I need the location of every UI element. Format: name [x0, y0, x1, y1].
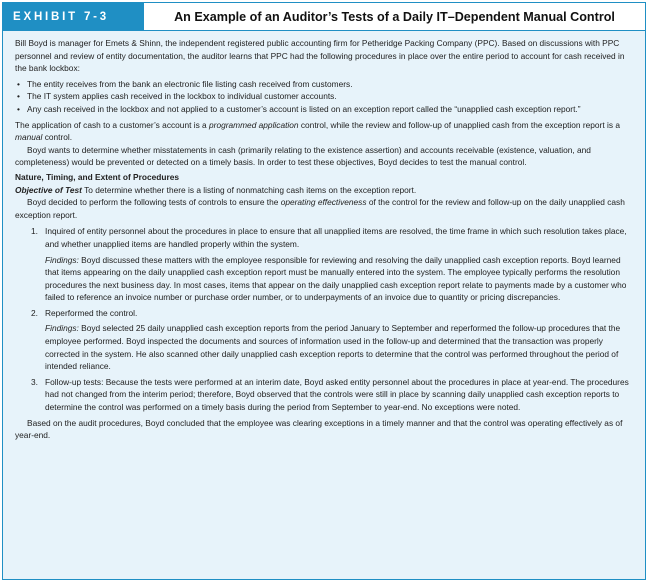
- objective-line: [15, 184, 633, 197]
- procedure-text: Follow-up tests: Because the tests were performed at an interim date, Boyd asked entity personnel about the procedures in place at year-end. The procedures had not changed from the interim period; therefore, Boyd observed that the controls were still in place by scanning daily unapplied cash exception reports to determine the control was performed on a timely basis during the period from September to year-end. No exceptions were noted.: [45, 376, 629, 413]
- conclusion-paragraph: Based on the audit procedures, Boyd concluded that the employee was clearing exceptions in a timely manner and that the control was operating effectively as of year-end.: [15, 417, 623, 441]
- tests-intro-text: Boyd decided to perform the following tests of controls to ensure the: [27, 197, 281, 208]
- exhibit-content: [3, 31, 645, 442]
- control-type-paragraph: [15, 119, 633, 144]
- procedure-item: [15, 307, 633, 373]
- tests-intro-emphasis: operating effectiveness: [280, 197, 367, 208]
- procedure-text: Inquired of entity personnel about the procedures in place to ensure that all unapplied items are resolved, the time frame in which such resolution takes place, and whether unapplied items are handled properly within the system.: [45, 226, 627, 249]
- procedure-item: [15, 225, 633, 304]
- findings-label: Findings:: [45, 254, 79, 265]
- test-objective-paragraph: Boyd wants to determine whether misstatements in cash (primarily relating to the existence assertion) and accounts receivable (existence, valuation, and completeness) would be prevented or detected on a timely basis. In order to test these objectives, Boyd decides to test the manual control.: [15, 144, 591, 168]
- intro-paragraph: Bill Boyd is manager for Emets & Shinn, the independent registered public accounting firm for Petheridge Packing Company (PPC). Based on discussions with PPC personnel and review of entity documentation, the auditor learns that PPC had the following procedures in place over the entire period to account for cash received in the bank lockbox:: [15, 38, 625, 74]
- test-procedure-list: [15, 225, 633, 413]
- findings-label: Findings:: [45, 323, 79, 334]
- procedure-number: 1.: [31, 226, 38, 237]
- procedure-findings: [45, 322, 633, 372]
- control-type-emphasis: programmed application: [209, 119, 299, 130]
- exhibit-label: EXHIBIT 7-3: [3, 3, 144, 30]
- control-type-text: control, while the review and follow-up of unapplied cash from the exception report is a: [298, 119, 620, 130]
- procedure-bullet-list: [15, 78, 633, 116]
- control-type-text: control.: [42, 132, 73, 143]
- control-type-text: The application of cash to a customer’s account is a: [15, 119, 210, 130]
- procedure-findings: [45, 254, 633, 304]
- bullet-item: • The IT system applies cash received in the lockbox to individual customer accounts.: [15, 90, 633, 103]
- procedure-text: Reperformed the control.: [45, 307, 138, 318]
- procedure-number: 2.: [31, 307, 38, 318]
- bullet-item: • Any cash received in the lockbox and not applied to a customer’s account is listed on an exception report called the “unapplied cash exception report.”: [15, 103, 633, 116]
- tests-intro-text: of the control for the review and follow-up on the daily unapplied cash exception report.: [15, 197, 625, 220]
- exhibit-box: [2, 2, 646, 580]
- exhibit-header: [3, 3, 645, 31]
- objective-text: To determine whether there is a listing of nonmatching cash items on the exception report.: [81, 184, 417, 195]
- control-type-emphasis: manual: [15, 132, 43, 143]
- exhibit-title: An Example of an Auditor’s Tests of a Daily IT–Dependent Manual Control: [144, 3, 645, 30]
- objective-label: Objective of Test: [15, 184, 82, 195]
- findings-text: Boyd selected 25 daily unapplied cash exception reports from the period January to September and reperformed the follow-up procedures that the employee performed. Boyd inspected the documents and sources of information used in the follow-up and determined that the transaction was properly corrected in the system. He also scanned other daily unapplied cash exception reports to determine that the control was performed throughout the period of intended reliance.: [45, 323, 621, 372]
- section-heading: Nature, Timing, and Extent of Procedures: [15, 171, 179, 182]
- procedure-number: 3.: [31, 376, 38, 387]
- bullet-item: • The entity receives from the bank an electronic file listing cash received from customers.: [15, 78, 633, 91]
- tests-intro-paragraph: [15, 196, 633, 221]
- findings-text: Boyd discussed these matters with the employee responsible for reviewing and resolving the daily unapplied cash exception reports. Boyd learned that items appearing on the daily unapplied cash exception report must be manually entered into the system. The employee typically performs the resolution procedures the next business day. In most cases, items that appear on the daily unapplied cash exception report relate to payments made by a customer who failed to reference an invoice number or purchase order number, or to underpayments of an invoice due to quantity or pricing discrepancies.: [45, 254, 627, 303]
- procedure-item: [15, 376, 633, 414]
